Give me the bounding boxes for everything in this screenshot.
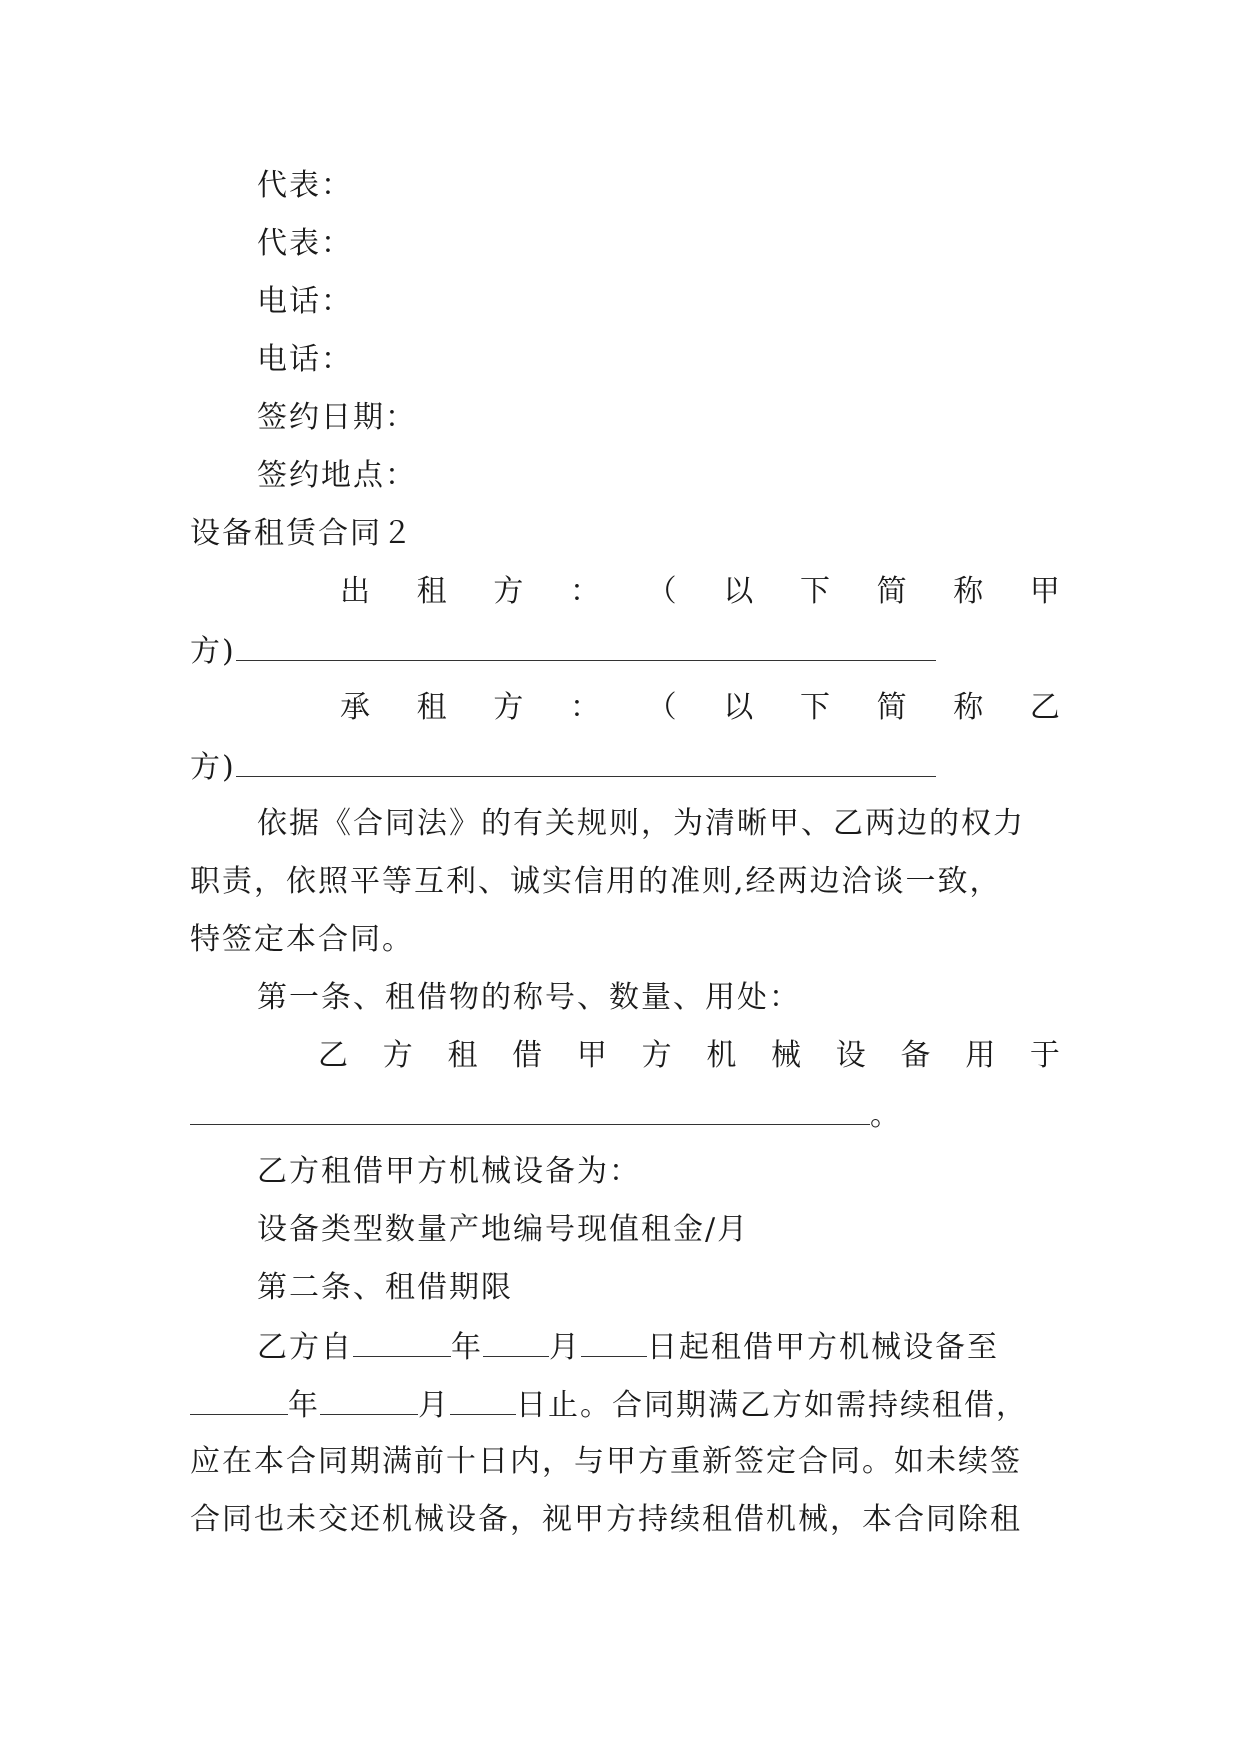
usage-char: 于	[1029, 1038, 1060, 1073]
end-month-blank	[320, 1384, 418, 1415]
usage-char: 设	[835, 1038, 866, 1073]
lessee-char: 简	[876, 690, 907, 725]
lessor-char: 下	[799, 574, 830, 609]
lessor-char: 以	[723, 574, 754, 609]
usage-char: 方	[641, 1038, 672, 1073]
sign-place-label: 签约地点：	[257, 458, 417, 493]
term-line-1	[257, 1326, 1060, 1366]
start-day-blank	[581, 1326, 647, 1357]
usage-char: 机	[706, 1038, 737, 1073]
lessor-blank	[236, 630, 936, 661]
lessee-char: 称	[953, 690, 984, 725]
usage-line	[318, 1036, 1060, 1076]
equipment-intro: 乙方租借甲方机械设备为：	[257, 1154, 641, 1189]
term-line-3: 应在本合同期满前十日内，与甲方重新签定合同。如未续签	[190, 1444, 1022, 1479]
term-line-2	[190, 1384, 1060, 1424]
lessor-char: 甲	[1029, 574, 1060, 609]
lessor-char: 出	[340, 574, 370, 609]
term-start-prefix: 乙方自	[257, 1330, 353, 1365]
equipment-columns: 设备类型数量产地编号现值租金/月	[257, 1212, 750, 1247]
preamble-line-2: 职责，依照平等互利、诚实信用的准则,经两边洽谈一致，	[190, 864, 1002, 899]
usage-char: 方	[382, 1038, 413, 1073]
lessor-line	[340, 572, 1060, 612]
lessor-char: 简	[876, 574, 907, 609]
lessor-char: 方	[493, 574, 524, 609]
preamble-line-1: 依据《合同法》的有关规则，为清晰甲、乙两边的权力	[257, 806, 1025, 841]
usage-fill-line	[190, 1094, 1060, 1134]
usage-char: 甲	[576, 1038, 607, 1073]
usage-char: 用	[965, 1038, 996, 1073]
lessor-char: 称	[953, 574, 984, 609]
lessee-char: ：	[569, 690, 600, 725]
lessor-party-label: 方)	[190, 634, 236, 669]
term-end-suffix: 日止。合同期满乙方如需持续租借，	[516, 1388, 1028, 1423]
usage-blank	[190, 1094, 870, 1125]
article-1-heading: 第一条、租借物的称号、数量、用处：	[257, 980, 801, 1015]
lessee-party-label: 方)	[190, 750, 236, 785]
phone-label-1: 电话：	[257, 284, 353, 319]
lessor-fill-line	[190, 630, 1060, 670]
lessee-char: 方	[493, 690, 524, 725]
lessor-char: ：	[569, 574, 600, 609]
month-label: 月	[549, 1330, 581, 1365]
sign-date-label: 签约日期：	[257, 400, 417, 435]
lessor-char: 租	[416, 574, 447, 609]
usage-end-mark: 。	[870, 1098, 902, 1133]
end-day-blank	[450, 1384, 516, 1415]
usage-char: 乙	[318, 1038, 348, 1073]
term-line-4: 合同也未交还机械设备，视甲方持续租借机械，本合同除租	[190, 1502, 1022, 1537]
contract-title: 设备租赁合同２	[190, 516, 414, 551]
usage-char: 械	[771, 1038, 802, 1073]
year-label: 年	[451, 1330, 483, 1365]
lessee-char: （	[646, 690, 677, 725]
month-label: 月	[418, 1388, 450, 1423]
lessee-char: 租	[416, 690, 447, 725]
start-month-blank	[483, 1326, 549, 1357]
usage-char: 租	[447, 1038, 478, 1073]
term-start-suffix: 日起租借甲方机械设备至	[647, 1330, 999, 1365]
lessee-line	[340, 688, 1060, 728]
start-year-blank	[353, 1326, 451, 1357]
year-label: 年	[288, 1388, 320, 1423]
lessee-char: 承	[340, 690, 370, 725]
preamble-line-3: 特签定本合同。	[190, 922, 414, 957]
lessee-char: 乙	[1029, 690, 1060, 725]
lessee-blank	[236, 746, 936, 777]
lessee-char: 以	[723, 690, 754, 725]
usage-char: 备	[900, 1038, 931, 1073]
usage-char: 借	[512, 1038, 543, 1073]
phone-label-2: 电话：	[257, 342, 353, 377]
end-year-blank	[190, 1384, 288, 1415]
representative-label-1: 代表：	[257, 168, 353, 203]
lessee-char: 下	[799, 690, 830, 725]
lessor-char: （	[646, 574, 677, 609]
article-2-heading: 第二条、租借期限	[257, 1270, 513, 1305]
representative-label-2: 代表：	[257, 226, 353, 261]
lessee-fill-line	[190, 746, 1060, 786]
